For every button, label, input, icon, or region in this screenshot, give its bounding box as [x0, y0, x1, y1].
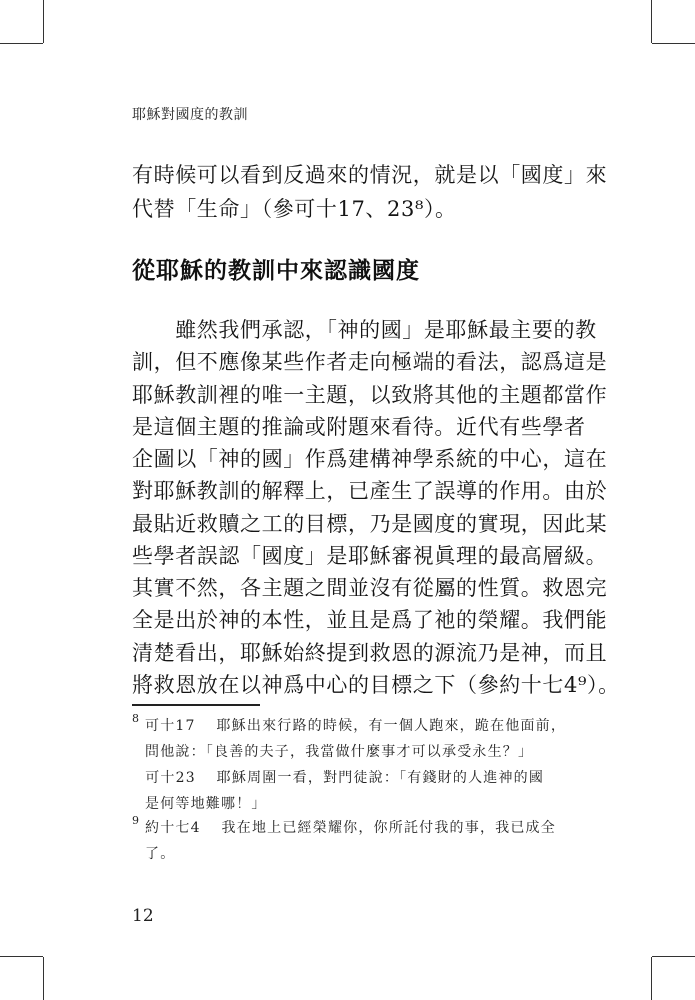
body-line: 清楚看出，耶穌始終提到救恩的源流乃是神，而且 — [132, 640, 608, 665]
body-line: 企圖以「神的國」作爲建構神學系統的中心，這在 — [132, 447, 608, 472]
crop-mark-bottom-right-v — [651, 957, 652, 1000]
body-line: 其實不然，各主題之間並沒有從屬的性質。救恩完 — [132, 576, 608, 601]
crop-mark-top-right-h — [652, 43, 695, 44]
body-line: 全是出於神的本性，並且是爲了祂的榮耀。我們能 — [132, 608, 608, 633]
footnote-line: 約十七4 我在地上已經榮耀你，你所託付我的事，我已成全 — [145, 820, 556, 836]
section-heading: 從耶穌的教訓中來認識國度 — [132, 258, 420, 284]
crop-mark-bottom-left-h — [0, 956, 43, 957]
footnote-line: 是何等地難哪！」 — [145, 796, 267, 812]
crop-mark-top-left-v — [43, 0, 44, 43]
footnote-number: 9 — [132, 814, 139, 827]
body-line: 訓，但不應像某些作者走向極端的看法，認爲這是 — [132, 350, 608, 375]
footnote-line: 了。 — [145, 846, 176, 862]
body-line: 耶穌教訓裡的唯一主題，以致將其他的主題都當作 — [132, 382, 608, 407]
running-head: 耶穌對國度的教訓 — [132, 107, 248, 123]
footnote-line: 可十23 耶穌周圍一看，對門徒說：「有錢財的人進神的國 — [130, 770, 545, 786]
crop-mark-bottom-left-v — [43, 957, 44, 1000]
crop-mark-bottom-right-h — [652, 956, 695, 957]
crop-mark-top-left-h — [0, 43, 43, 44]
crop-mark-top-right-v — [651, 0, 652, 43]
body-line: 些學者誤認「國度」是耶穌審視眞理的最高層級。 — [132, 543, 608, 568]
body-line: 代替「生命」（參可十17、23⁸）。 — [132, 197, 457, 221]
footnote-line: 可十17 耶穌出來行路的時候，有一個人跑來，跪在他面前， — [145, 718, 567, 734]
body-line: 雖然我們承認，「神的國」是耶穌最主要的教 — [132, 318, 597, 342]
body-line: 對耶穌教訓的解釋上，已產生了誤導的作用。由於 — [132, 479, 608, 504]
body-line: 有時候可以看到反過來的情況，就是以「國度」來 — [132, 163, 608, 187]
body-line: 最貼近救贖之工的目標，乃是國度的實現，因此某 — [132, 511, 608, 536]
body-line: 將救恩放在以神爲中心的目標之下（參約十七4⁹）。 — [132, 673, 620, 697]
page-number: 12 — [132, 906, 154, 926]
footnote-rule — [132, 704, 260, 706]
footnote-number: 8 — [132, 712, 139, 725]
footnote-line: 問他說：「良善的夫子，我當做什麼事才可以承受永生？」 — [145, 744, 534, 760]
body-line: 是這個主題的推論或附題來看待。近代有些學者 — [132, 414, 586, 439]
